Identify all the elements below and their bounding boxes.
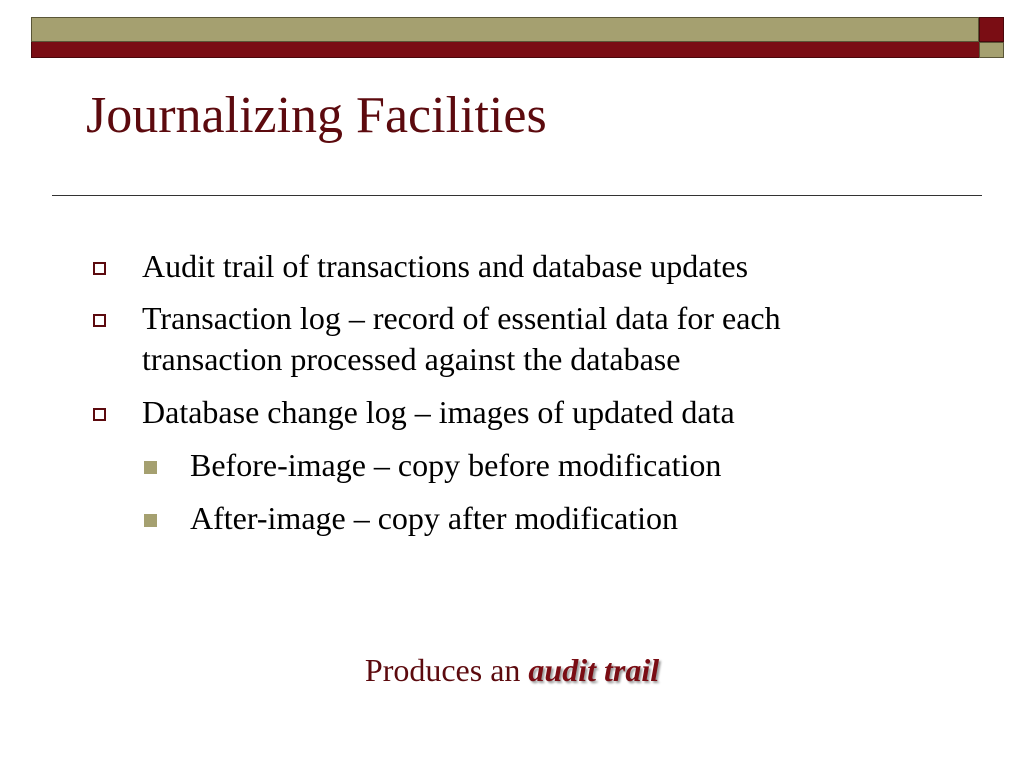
bullet-text: Transaction log – record of essential data for each [142,300,781,336]
header-corner-maroon [979,17,1004,42]
hollow-square-bullet-icon [93,408,106,421]
slide-title: Journalizing Facilities [86,87,547,144]
hollow-square-bullet-icon [93,262,106,275]
bullet-text: transaction processed against the database [142,341,681,377]
solid-square-bullet-icon [144,514,157,527]
header-band-maroon [31,42,979,58]
bullet-item-audit-trail [142,246,748,287]
solid-square-bullet-icon [144,461,157,474]
sub-bullet-item-before-image [190,445,721,486]
hollow-square-bullet-icon [93,314,106,327]
sub-bullet-item-after-image [190,498,678,539]
header-corner-olive [979,42,1004,58]
header-band-olive [31,17,979,42]
footer-callout [0,650,1024,691]
bullet-text: Before-image – copy before modification [190,447,722,483]
bullet-text: After-image – copy after modification [190,500,679,536]
footer-emphasis: audit trail [528,652,660,688]
bullet-text: Database change log – images of updated data [142,394,735,430]
bullet-item-transaction-log-continued [142,339,680,380]
bullet-item-transaction-log [142,298,781,339]
bullet-item-change-log [142,392,735,433]
footer-prefix: Produces an [364,652,529,688]
bullet-text: Audit trail of transactions and database updates [142,248,749,284]
title-divider [52,195,982,196]
